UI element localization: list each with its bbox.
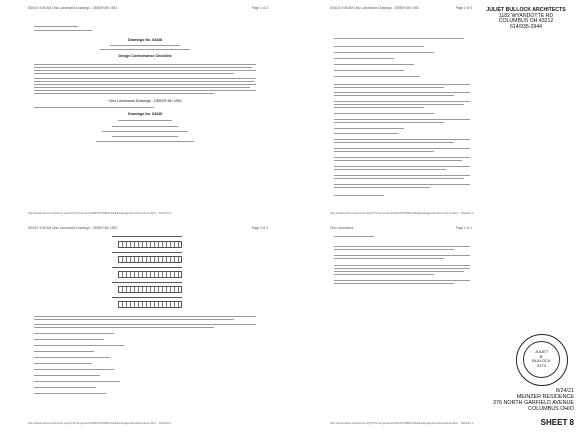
text-line — [34, 107, 154, 108]
scale-diagram — [118, 256, 182, 263]
text-line — [334, 178, 464, 179]
section-title: Design Conformance Checklist — [118, 54, 172, 58]
text-line — [334, 169, 446, 170]
page-header — [28, 226, 268, 230]
seal-inner-ring — [523, 341, 560, 378]
text-line — [334, 119, 470, 120]
firm-address-line1: 1182 WYANDOTTE RD — [498, 12, 554, 19]
scale-diagram — [118, 286, 182, 293]
page-footer-url: http://landmarks.columbus.org/SYS?ecryptions/CRD7FF8RNLDFE/landpage/tentGemstone-SIG... 8/24/21 1 — [330, 211, 474, 215]
text-line — [334, 236, 374, 237]
text-line — [34, 363, 92, 364]
text-line — [34, 78, 256, 79]
page-header-left: Ohio Landmarks — [330, 226, 354, 230]
scale-diagram — [118, 241, 182, 248]
rule-line — [112, 282, 182, 283]
page-footer-url: http://landmarks.columbus.org/SYS?ecryptions/CRD7FF8RNLDFE/landpage/tentGemstone-SIG... 8/24/21 1 — [330, 421, 474, 425]
seal-line1: JULIET — [534, 349, 549, 354]
rule-line — [112, 297, 182, 298]
page-header-right: Page 1 of 1 — [455, 226, 472, 230]
page-header — [330, 6, 472, 10]
page-header-left: 8/24/21 9:56 AM Ohio Landmarks Drawings - GEBER 5th 1953 — [28, 6, 117, 10]
text-line — [34, 324, 256, 325]
text-line — [334, 76, 420, 77]
text-line — [334, 46, 424, 47]
sheet-number: SHEET 8 — [540, 418, 574, 427]
text-line — [34, 333, 114, 334]
page-footer — [28, 421, 282, 425]
text-line — [334, 280, 470, 281]
text-line — [334, 70, 404, 71]
text-line — [334, 160, 462, 161]
sub-title: Ohio Landmarks Drawings - GEBER 5th 1953 — [108, 99, 182, 103]
rule-line — [112, 236, 182, 237]
page-header-left: 8/24/21 9:56 AM Ohio Landmarks Drawings - GEBER 5th 1953 — [28, 226, 117, 230]
text-line — [334, 142, 454, 143]
text-line — [34, 357, 110, 358]
text-line — [334, 151, 434, 152]
page-footer — [28, 211, 282, 215]
text-line — [102, 131, 188, 132]
text-line — [334, 95, 454, 96]
text-line — [34, 369, 114, 370]
text-line — [334, 87, 444, 88]
text-line — [334, 195, 384, 196]
text-line — [334, 271, 464, 272]
text-line — [334, 175, 470, 176]
page-header-right: Page 3 of 3 — [251, 226, 268, 230]
text-line — [334, 258, 444, 259]
text-line — [34, 393, 106, 394]
text-line — [96, 141, 194, 142]
text-line — [334, 128, 404, 129]
text-line — [334, 92, 470, 93]
page-footer-url: http://landmarks.columbus.org/SYS?ecryptions/CRD7FF8RNLDFE/landpage/tentGemstone-SIG... 8/24/21 1 — [28, 211, 172, 215]
scale-diagram — [118, 271, 182, 278]
text-line — [100, 49, 190, 50]
drawing-number: Drawings No. 63348 — [128, 38, 162, 42]
text-line — [334, 184, 470, 185]
firm-phone: 614/935-2944 — [509, 23, 543, 30]
text-line — [34, 93, 214, 94]
text-line — [334, 187, 430, 188]
text-line — [334, 58, 394, 59]
text-line — [34, 84, 256, 85]
seal-line3: BULLOCK — [532, 358, 551, 364]
scale-diagram — [118, 301, 182, 308]
firm-address-line2: COLUMBUS OH 43212 — [498, 18, 554, 25]
text-line — [34, 64, 256, 65]
drawing-number-2: Drawings No. 63348 — [128, 112, 162, 116]
text-line — [334, 283, 454, 284]
text-line — [334, 246, 470, 247]
text-line — [334, 104, 464, 105]
seal-line4: 9374 — [537, 362, 546, 368]
text-line — [334, 139, 470, 140]
text-line — [34, 319, 234, 320]
project-name: MEINZER RESIDENCE — [516, 394, 574, 400]
architect-seal — [516, 334, 568, 386]
page-footer-url: http://landmarks.columbus.org/SYS?ecryptions/CRD7FF8RNLDFE/landpage/tentGemstone-SIG... 8/24/21 1 — [28, 421, 172, 425]
text-line — [334, 166, 470, 167]
text-line — [334, 113, 434, 114]
text-line — [334, 268, 470, 269]
text-line — [34, 81, 254, 82]
text-line — [34, 73, 234, 74]
page-header-right: Page 2 of 3 — [455, 6, 472, 10]
rule-line — [112, 267, 182, 268]
text-line — [34, 387, 96, 388]
text-line — [34, 30, 92, 31]
text-line — [112, 136, 178, 137]
text-line — [34, 375, 100, 376]
text-line — [334, 101, 470, 102]
text-line — [334, 274, 434, 275]
text-line — [34, 381, 120, 382]
page-header — [330, 226, 472, 230]
document-page-top-left — [0, 0, 290, 222]
text-line — [112, 126, 178, 127]
text-line — [334, 148, 470, 149]
text-line — [334, 64, 414, 65]
text-line — [118, 120, 172, 121]
firm-name: JULIET BULLOCK ARCHITECTS — [486, 7, 566, 13]
text-line — [334, 38, 464, 39]
text-line — [334, 265, 470, 266]
text-line — [334, 255, 470, 256]
text-line — [34, 316, 256, 317]
page-header-right: Page 1 of 3 — [251, 6, 268, 10]
page-footer — [330, 211, 472, 215]
project-city: COLUMBUS OHIO — [528, 406, 574, 412]
text-line — [34, 67, 252, 68]
text-line — [34, 351, 94, 352]
page-footer — [330, 421, 472, 425]
text-line — [34, 70, 256, 71]
text-line — [34, 87, 250, 88]
page-header — [28, 6, 268, 10]
text-line — [334, 157, 470, 158]
text-line — [334, 107, 424, 108]
seal-line2: B. — [539, 353, 544, 359]
project-info — [462, 388, 574, 412]
rule-line — [112, 252, 182, 253]
project-date: 8/24/21 — [556, 388, 574, 394]
text-line — [334, 122, 444, 123]
text-line — [334, 52, 434, 53]
text-line — [34, 90, 256, 91]
text-line — [34, 345, 124, 346]
text-line — [334, 133, 398, 134]
architect-title-block — [478, 8, 574, 30]
text-line — [334, 84, 470, 85]
text-line — [34, 339, 104, 340]
document-page-bottom-right — [290, 220, 480, 435]
text-line — [34, 327, 214, 328]
project-street: 376 NORTH GARFIELD AVENUE — [493, 400, 574, 406]
page-header-left: 8/24/21 9:56 AM Ohio Landmarks Drawings - GEBER 5th 1953 — [330, 6, 419, 10]
text-line — [110, 45, 180, 46]
document-page-bottom-left — [0, 220, 290, 435]
document-page-top-right — [290, 0, 480, 222]
text-line — [334, 249, 454, 250]
text-line — [34, 26, 78, 27]
